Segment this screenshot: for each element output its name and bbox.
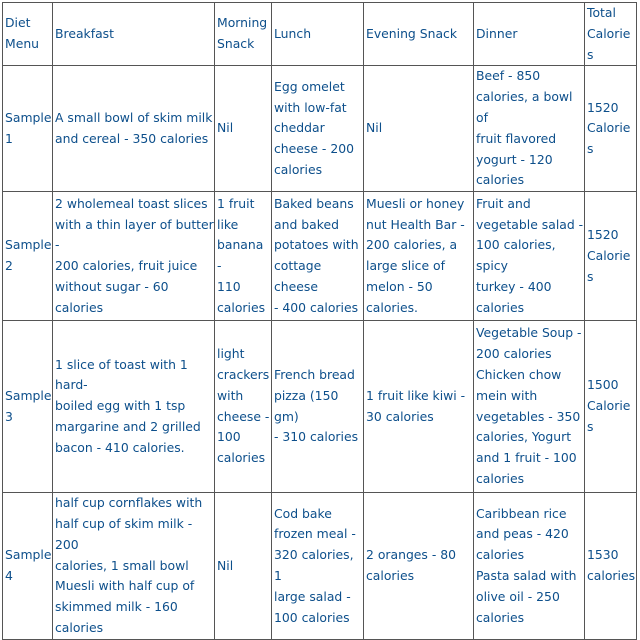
table-header-row: [3, 3, 637, 66]
table-row: [3, 321, 637, 493]
cell-total-calories: 1520 Calories: [585, 66, 637, 192]
table-row: [3, 66, 637, 192]
cell-lunch: Egg omelet with low-fat cheddar cheese - 200 calories: [272, 66, 364, 192]
cell-evening-snack: 2 oranges - 80 calories: [364, 493, 474, 640]
cell-lunch: Cod bake frozen meal - 320 calories, 1 large salad - 100 calories: [272, 493, 364, 640]
cell-dinner: Vegetable Soup - 200 calories Chicken chow mein with vegetables - 350 calories, Yogurt and 1 fruit - 100 calories: [474, 321, 585, 493]
cell-dinner: Fruit and vegetable salad - 100 calories, spicy turkey - 400 calories: [474, 192, 585, 321]
diet-menu-table: [2, 2, 637, 640]
cell-total-calories: 1500 Calories: [585, 321, 637, 493]
cell-breakfast: half cup cornflakes with half cup of skim milk - 200 calories, 1 small bowl Muesli with half cup of skimmed milk - 160 calories: [53, 493, 215, 640]
cell-lunch: Baked beans and baked potatoes with cottage cheese - 400 calories: [272, 192, 364, 321]
header-breakfast: Breakfast: [53, 3, 215, 66]
cell-breakfast: 2 wholemeal toast slices with a thin layer of butter - 200 calories, fruit juice without sugar - 60 calories: [53, 192, 215, 321]
cell-morning-snack: Nil: [215, 493, 272, 640]
header-lunch: Lunch: [272, 3, 364, 66]
cell-diet-menu: Sample 3: [3, 321, 53, 493]
cell-dinner: Caribbean rice and peas - 420 calories Pasta salad with olive oil - 250 calories: [474, 493, 585, 640]
cell-evening-snack: Nil: [364, 66, 474, 192]
header-morning-snack: Morning Snack: [215, 3, 272, 66]
cell-morning-snack: Nil: [215, 66, 272, 192]
cell-morning-snack: light crackers with cheese - 100 calories: [215, 321, 272, 493]
table-row: [3, 493, 637, 640]
cell-breakfast: 1 slice of toast with 1 hard- boiled egg with 1 tsp margarine and 2 grilled bacon - 410 calories.: [53, 321, 215, 493]
cell-evening-snack: 1 fruit like kiwi - 30 calories: [364, 321, 474, 493]
header-evening-snack: Evening Snack: [364, 3, 474, 66]
header-dinner: Dinner: [474, 3, 585, 66]
cell-total-calories: 1530 calories: [585, 493, 637, 640]
cell-diet-menu: Sample 1: [3, 66, 53, 192]
cell-diet-menu: Sample 4: [3, 493, 53, 640]
cell-morning-snack: 1 fruit like banana - 110 calories: [215, 192, 272, 321]
cell-lunch: French bread pizza (150 gm) - 310 calories: [272, 321, 364, 493]
cell-breakfast: A small bowl of skim milk and cereal - 350 calories: [53, 66, 215, 192]
cell-diet-menu: Sample 2: [3, 192, 53, 321]
cell-dinner: Beef - 850 calories, a bowl of fruit flavored yogurt - 120 calories: [474, 66, 585, 192]
cell-evening-snack: Muesli or honey nut Health Bar - 200 calories, a large slice of melon - 50 calories.: [364, 192, 474, 321]
header-diet-menu: Diet Menu: [3, 3, 53, 66]
table-row: [3, 192, 637, 321]
cell-total-calories: 1520 Calories: [585, 192, 637, 321]
header-total-calories: Total Calories: [585, 3, 637, 66]
